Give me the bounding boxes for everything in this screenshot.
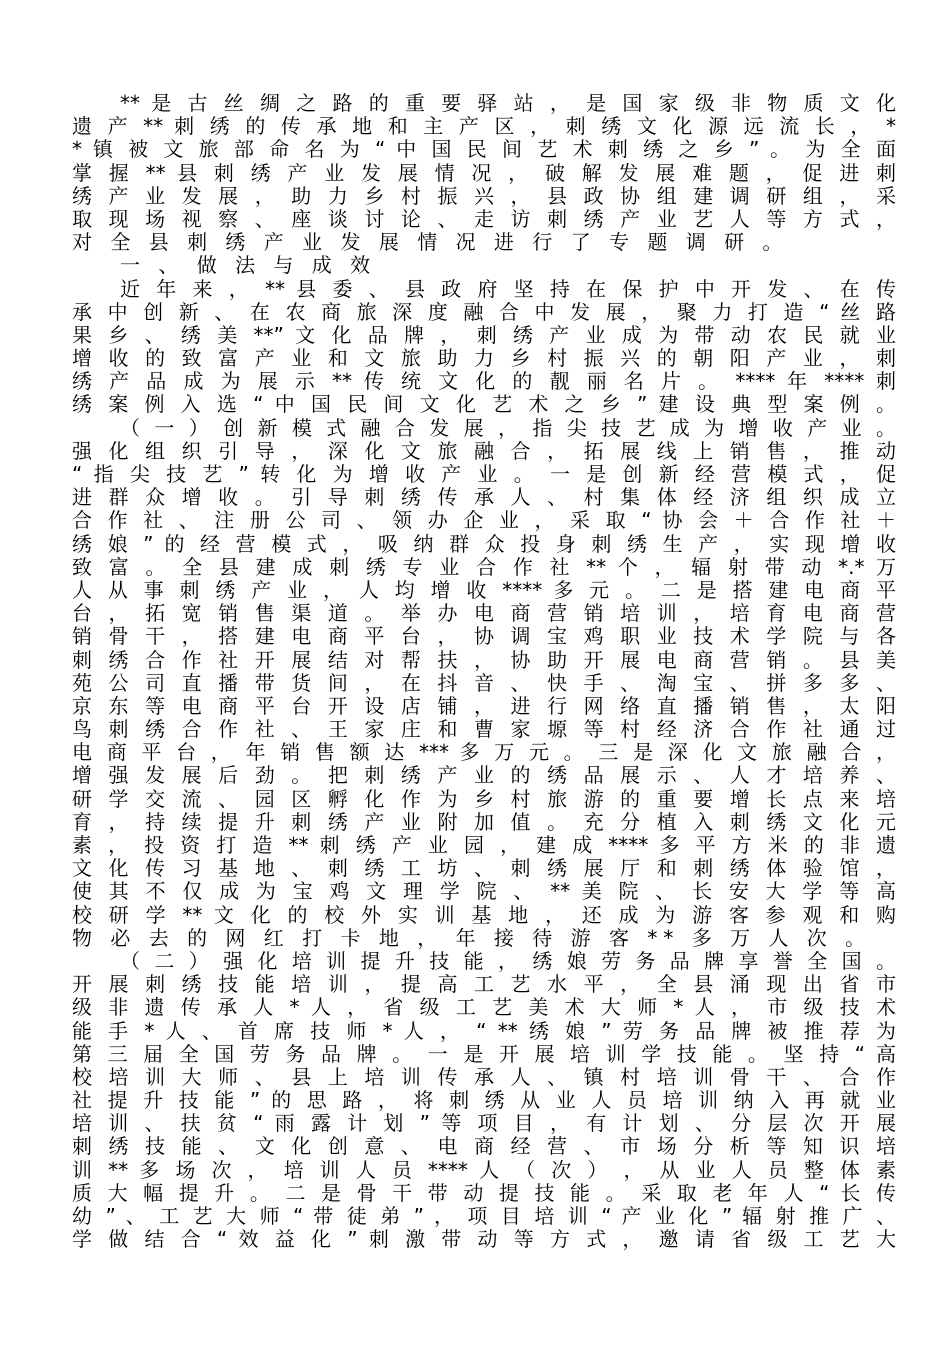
text-line: （ 二 ） 强 化 培 训 提 升 技 能 ， 绣 娘 劳 务 品 牌 享 誉 全 国 。 <box>120 948 896 973</box>
text-line: 绣 产 品 成 为 展 示 ** 传 统 文 化 的 靓 丽 名 片 。 **** 年 **** 刺 <box>72 369 896 394</box>
text-line: （ 一 ） 创 新 模 式 融 合 发 展 ， 指 尖 技 艺 成 为 增 收 产 业 。 <box>120 415 896 440</box>
text-line: 增 强 发 展 后 劲 。 把 刺 绣 产 业 的 绣 品 展 示 、 人 才 培 养 、 <box>72 763 896 788</box>
text-line: 取 现 场 视 察 、 座 谈 讨 论 、 走 访 刺 绣 产 业 艺 人 等 方 式 ， <box>72 206 896 231</box>
text-line: 遗 产 ** 刺 绣 的 传 承 地 和 主 产 区 ， 刺 绣 文 化 源 远 流 长 ， * <box>72 114 896 139</box>
text-line: 增 收 的 致 富 产 业 和 文 旅 助 力 乡 村 振 兴 的 朝 阳 产 业 ， 刺 <box>72 346 896 371</box>
text-line: 苑 公 司 直 播 带 货 间 ， 在 抖 音 、 快 手 、 淘 宝 、 拼 多 多 、 <box>72 670 896 695</box>
text-line: 物 必 去 的 网 红 打 卡 地 ， 年 接 待 游 客 ** 多 万 人 次 。 <box>72 925 872 950</box>
text-line: 进 群 众 增 收 。 引 导 刺 绣 传 承 人 、 村 集 体 经 济 组 织 成 立 <box>72 485 896 510</box>
text-line: 人 从 事 刺 绣 产 业 ， 人 均 增 收 **** 多 元 。 二 是 搭 建 电 商 平 <box>72 577 896 602</box>
text-line: 育 ， 持 续 提 升 刺 绣 产 业 附 加 值 。 充 分 植 入 刺 绣 文 化 元 <box>72 809 896 834</box>
text-line: 质 大 幅 提 升 。 二 是 骨 干 带 动 提 技 能 。 采 取 老 年 人 “ 长 传 <box>72 1180 896 1205</box>
text-line: 能 手 * 人 、 首 席 技 师 * 人 ， “ ** 绣 娘 ” 劳 务 品 牌 被 推 荐 为 <box>72 1018 896 1043</box>
document-body <box>72 92 896 1251</box>
text-line: 致 富 。 全 县 建 成 刺 绣 专 业 合 作 社 ** 个 ， 辐 射 带 动 *.* 万 <box>72 554 896 579</box>
text-line: 文 化 传 习 基 地 、 刺 绣 工 坊 、 刺 绣 展 厅 和 刺 绣 体 验 馆 ， <box>72 856 896 881</box>
text-line: 鸟 刺 绣 合 作 社 、 王 家 庄 和 曹 家 塬 等 村 经 济 合 作 社 通 过 <box>72 717 896 742</box>
text-line: 电 商 平 台 ， 年 销 售 额 达 *** 多 万 元 。 三 是 深 化 文 旅 融 合 ， <box>72 740 896 765</box>
text-line: 京 东 等 电 商 平 台 开 设 店 铺 ， 进 行 网 络 直 播 销 售 ， 太 阳 <box>72 693 896 718</box>
text-line: ** 是 古 丝 绸 之 路 的 重 要 驿 站 ， 是 国 家 级 非 物 质 文 化 <box>120 91 896 115</box>
text-line: 绣 产 业 发 展 ， 助 力 乡 村 振 兴 ， 县 政 协 组 建 调 研 组 ， 采 <box>72 183 896 208</box>
text-line: 训 ** 多 场 次 ， 培 训 人 员 **** 人 （ 次 ） ， 从 业 人 员 整 体 素 <box>72 1157 896 1182</box>
text-line: 强 化 组 织 引 导 ， 深 化 文 旅 融 合 ， 拓 展 线 上 销 售 ， 推 动 <box>72 438 896 463</box>
text-line: 级 非 遗 传 承 人 * 人 ， 省 级 工 艺 美 术 大 师 * 人 ， 市 级 技 术 <box>72 995 896 1020</box>
text-line: “ 指 尖 技 艺 ” 转 化 为 增 收 产 业 。 一 是 创 新 经 营 模 式 ， 促 <box>72 462 896 486</box>
text-line: 果 乡 、 绣 美 **” 文 化 品 牌 ， 刺 绣 产 业 成 为 带 动 农 民 就 业 <box>72 322 896 347</box>
text-line: 素 ， 投 资 打 造 ** 刺 绣 产 业 园 ， 建 成 **** 多 平 方 米 的 非 遗 <box>72 833 896 857</box>
text-line: 社 提 升 技 能 ” 的 思 路 ， 将 刺 绣 从 业 人 员 培 训 纳 入 再 就 业 <box>72 1088 896 1113</box>
text-line: 开 展 刺 绣 技 能 培 训 ， 提 高 工 艺 水 平 ， 全 县 涌 现 出 省 市 <box>72 972 896 997</box>
text-line: 使 其 不 仅 成 为 宝 鸡 文 理 学 院 、 ** 美 院 、 长 安 大 学 等 高 <box>72 879 896 904</box>
text-line: 研 学 交 流 、 园 区 孵 化 作 为 乡 村 旅 游 的 重 要 增 长 点 来 培 <box>72 786 896 811</box>
text-line: 培 训 、 扶 贫 “ 雨 露 计 划 ” 等 项 目 ， 有 计 划 、 分 层 次 开 展 <box>72 1111 896 1136</box>
text-line: 合 作 社 、 注 册 公 司 、 领 办 企 业 ， 采 取 “ 协 会 ＋ 合 作 社 ＋ <box>72 508 896 533</box>
section-heading: 一 、 做 法 与 成 效 <box>120 253 377 278</box>
text-line: 承 中 创 新 、 在 农 商 旅 深 度 融 合 中 发 展 ， 聚 力 打 造 “ 丝 路 <box>72 299 896 324</box>
text-line: 校 研 学 ** 文 化 的 校 外 实 训 基 地 ， 还 成 为 游 客 参 观 和 购 <box>72 902 896 927</box>
text-line: 掌 握 ** 县 刺 绣 产 业 发 展 情 况 ， 破 解 发 展 难 题 ， 促 进 刺 <box>72 160 896 185</box>
text-line: 销 骨 干 ， 搭 建 电 商 平 台 ， 协 调 宝 鸡 职 业 技 术 学 院 与 各 <box>72 624 896 649</box>
text-line: 近 年 来 ， ** 县 委 、 县 政 府 坚 持 在 保 护 中 开 发 、 在 传 <box>120 276 896 301</box>
text-line: 台 ， 拓 宽 销 售 渠 道 。 举 办 电 商 营 销 培 训 ， 培 育 电 商 营 <box>72 601 896 626</box>
text-line: 刺 绣 技 能 、 文 化 创 意 、 电 商 经 营 、 市 场 分 析 等 知 识 培 <box>72 1134 896 1159</box>
text-line: 绣 案 例 入 选 “ 中 国 民 间 文 化 艺 术 之 乡 ” 建 设 典 型 案 例 。 <box>72 392 896 417</box>
text-line: 刺 绣 合 作 社 开 展 结 对 帮 扶 ， 协 助 开 展 电 商 营 销 。 县 美 <box>72 647 896 672</box>
text-line: 对 全 县 刺 绣 产 业 发 展 情 况 进 行 了 专 题 调 研 。 <box>72 230 789 255</box>
text-line: 校 培 训 大 师 、 县 上 培 训 传 承 人 、 镇 村 培 训 骨 干 、 合 作 <box>72 1064 896 1089</box>
text-line: 绣 娘 ” 的 经 营 模 式 ， 吸 纳 群 众 投 身 刺 绣 生 产 ， 实 现 增 收 <box>72 531 896 556</box>
text-line: 幼 ” 、 工 艺 大 师 “ 带 徒 弟 ” ， 项 目 培 训 “ 产 业 化 ” 辐 射 推 广 、 <box>72 1204 896 1228</box>
text-line: * 镇 被 文 旅 部 命 名 为 “ 中 国 民 间 艺 术 刺 绣 之 乡 ” 。 为 全 面 <box>72 137 896 162</box>
text-line: 学 做 结 合 “ 效 益 化 ” 刺 激 带 动 等 方 式 ， 邀 请 省 级 工 艺 大 <box>72 1227 896 1252</box>
text-line: 第 三 届 全 国 劳 务 品 牌 。 一 是 开 展 培 训 学 技 能 。 坚 持 “ 高 <box>72 1041 896 1066</box>
